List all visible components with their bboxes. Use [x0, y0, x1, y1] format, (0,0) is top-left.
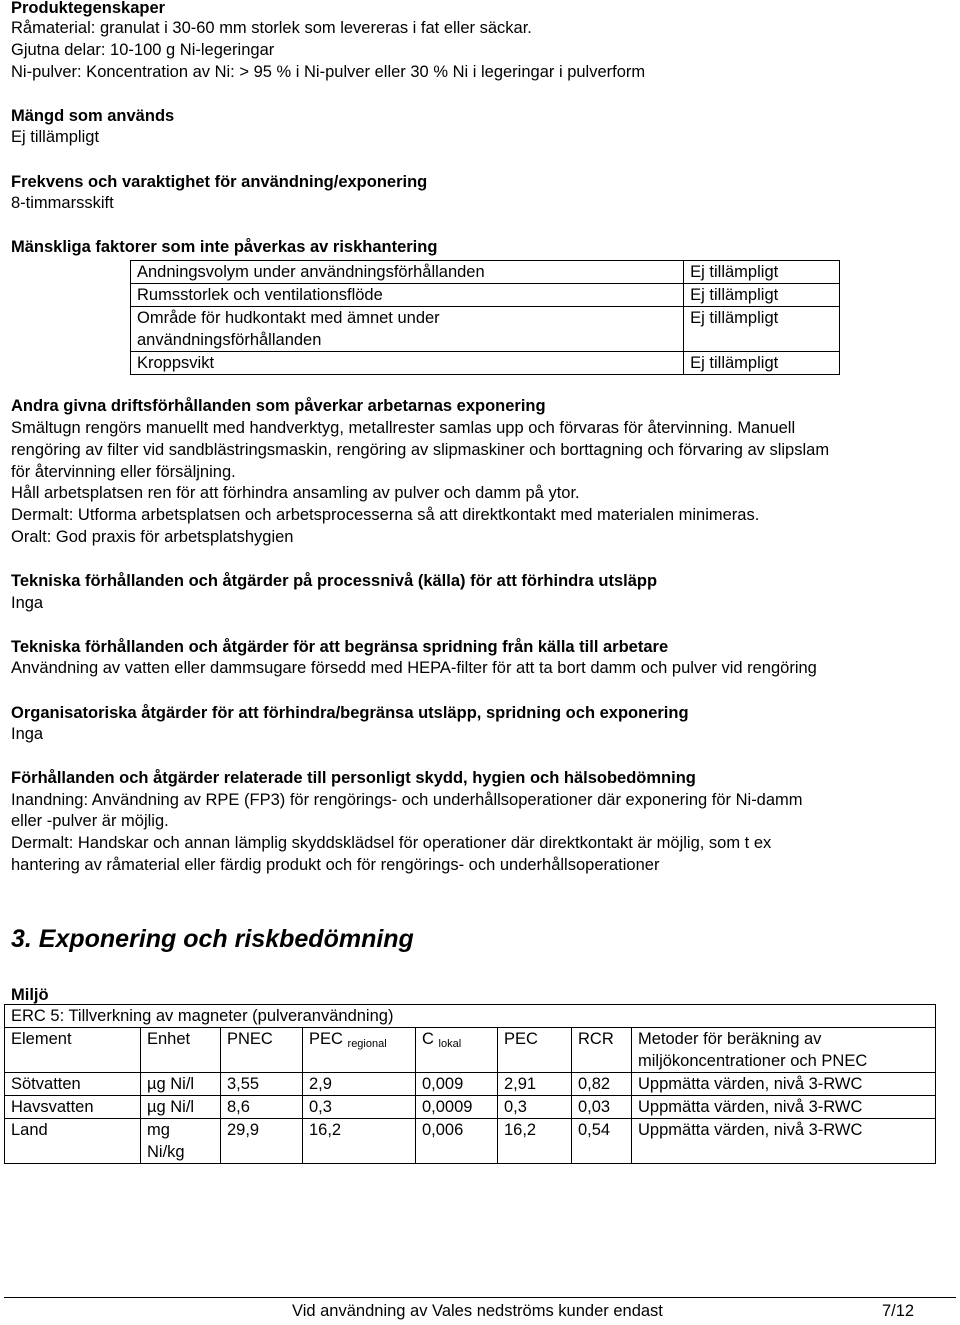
cell-line: Ni/kg [147, 1143, 185, 1161]
table-row [131, 352, 840, 375]
table-cell: 8,6 [221, 1096, 303, 1119]
column-header: RCR [572, 1028, 632, 1073]
text-line: Dermalt: Utforma arbetsplatsen och arbetsprocesserna så att direktkontakt med materialen minimeras. [11, 506, 760, 524]
table-cell: Ej tillämpligt [684, 307, 840, 352]
header-line: Metoder för beräkning av [638, 1030, 822, 1048]
text-line: Dermalt: Handskar och annan lämplig skyddsklädsel för operationer där direktkontakt är möjlig, som t ex [11, 834, 772, 852]
table-header-row [5, 1028, 936, 1073]
table-cell: µg Ni/l [141, 1073, 221, 1096]
section-title-other-conditions: Andra givna driftsförhållanden som påverkar arbetarnas exponering [11, 397, 546, 415]
column-header: Enhet [141, 1028, 221, 1073]
table-cell: 0,03 [572, 1096, 632, 1119]
table-row [5, 1073, 936, 1096]
table-cell: 2,91 [498, 1073, 572, 1096]
table-cell: Andningsvolym under användningsförhållanden [131, 261, 684, 284]
table-cell: Rumsstorlek och ventilationsflöde [131, 284, 684, 307]
table-row [131, 307, 840, 352]
text-line: för återvinning eller försäljning. [11, 463, 236, 481]
text-line: Råmaterial: granulat i 30-60 mm storlek som levereras i fat eller säckar. [11, 19, 532, 37]
footer-divider [4, 1297, 956, 1298]
section-title-frequency: Frekvens och varaktighet för användning/exponering [11, 173, 428, 191]
table-row [131, 284, 840, 307]
cell-line: Område för hudkontakt med ämnet under [137, 309, 440, 327]
section-title-tech-source: Tekniska förhållanden och åtgärder på processnivå (källa) för att förhindra utsläpp [11, 572, 658, 590]
page-number: 7/12 [882, 1302, 915, 1320]
header-main: C [422, 1030, 434, 1048]
tech-spread-value: Användning av vatten eller dammsugare försedd med HEPA-filter för att ta bort damm och pulver vid rengöring [11, 659, 817, 677]
section-title-personal-protection: Förhållanden och åtgärder relaterade till personligt skydd, hygien och hälsobedömning [11, 769, 696, 787]
table-cell: Havsvatten [5, 1096, 141, 1119]
table-cell: Uppmätta värden, nivå 3-RWC [632, 1073, 936, 1096]
table-row [5, 1119, 936, 1164]
text-line: Inandning: Användning av RPE (FP3) för rengörings- och underhållsoperationer där exponering för Ni-damm [11, 791, 803, 809]
table-cell: µg Ni/l [141, 1096, 221, 1119]
table-cell: 0,009 [416, 1073, 498, 1096]
erc-table [4, 1004, 936, 1164]
section-title-organisational: Organisatoriska åtgärder för att förhindra/begränsa utsläpp, spridning och exponering [11, 704, 689, 722]
table-cell: Ej tillämpligt [684, 284, 840, 307]
table-cell: 0,54 [572, 1119, 632, 1164]
text-line: Ni-pulver: Koncentration av Ni: > 95 % i Ni-pulver eller 30 % Ni i legeringar i pulverform [11, 63, 646, 81]
text-line: Smältugn rengörs manuellt med handverktyg, metallrester samlas upp och förvaras för återvinning. Manuell [11, 419, 796, 437]
text-line: eller -pulver är möjlig. [11, 812, 169, 830]
human-factors-table [130, 260, 840, 375]
column-header: PNEC [221, 1028, 303, 1073]
text-line: hantering av råmaterial eller färdig produkt och för rengörings- och underhållsoperationer [11, 856, 660, 874]
subsection-title-environment: Miljö [11, 986, 49, 1004]
amount-value: Ej tillämpligt [11, 128, 100, 146]
column-header: Element [5, 1028, 141, 1073]
organisational-value: Inga [11, 725, 44, 743]
section-title-amount: Mängd som används [11, 107, 175, 125]
text-line: rengöring av filter vid sandblästringsmaskin, rengöring av slipmaskiner och borttagning och förvaring av slipslam [11, 441, 830, 459]
table-cell: 3,55 [221, 1073, 303, 1096]
table-cell: 2,9 [303, 1073, 416, 1096]
footer-text: Vid användning av Vales nedströms kunder endast [292, 1302, 663, 1320]
header-subscript: lokal [438, 1038, 462, 1050]
table-cell: Uppmätta värden, nivå 3-RWC [632, 1096, 936, 1119]
table-cell: Kroppsvikt [131, 352, 684, 375]
table-cell: 16,2 [303, 1119, 416, 1164]
column-header [632, 1028, 936, 1073]
text-line: Håll arbetsplatsen ren för att förhindra ansamling av pulver och damm på ytor. [11, 484, 580, 502]
header-main: PEC [309, 1030, 343, 1048]
table-cell: Land [5, 1119, 141, 1164]
section-title-product-properties: Produktegenskaper [11, 0, 166, 17]
table-cell: 29,9 [221, 1119, 303, 1164]
section-title-tech-spread: Tekniska förhållanden och åtgärder för att begränsa spridning från källa till arbetare [11, 638, 669, 656]
table-caption: ERC 5: Tillverkning av magneter (pulveranvändning) [5, 1005, 936, 1028]
table-cell: 0,006 [416, 1119, 498, 1164]
table-cell [131, 307, 684, 352]
text-line: Oralt: God praxis för arbetsplatshygien [11, 528, 294, 546]
table-cell: 0,3 [303, 1096, 416, 1119]
table-cell [141, 1119, 221, 1164]
cell-line: användningsförhållanden [137, 331, 322, 349]
table-cell: 16,2 [498, 1119, 572, 1164]
table-row [5, 1096, 936, 1119]
table-cell: 0,0009 [416, 1096, 498, 1119]
header-line: miljökoncentrationer och PNEC [638, 1052, 868, 1070]
table-cell: Ej tillämpligt [684, 352, 840, 375]
table-cell: 0,3 [498, 1096, 572, 1119]
text-line: Gjutna delar: 10-100 g Ni-legeringar [11, 41, 275, 59]
header-subscript: regional [347, 1038, 387, 1050]
column-header [416, 1028, 498, 1073]
section-heading-3: 3. Exponering och riskbedömning [11, 925, 414, 953]
column-header [303, 1028, 416, 1073]
column-header: PEC [498, 1028, 572, 1073]
section-title-human-factors: Mänskliga faktorer som inte påverkas av riskhantering [11, 238, 438, 256]
table-cell: Sötvatten [5, 1073, 141, 1096]
table-cell: 0,82 [572, 1073, 632, 1096]
table-caption-row [5, 1005, 936, 1028]
table-cell: Ej tillämpligt [684, 261, 840, 284]
frequency-value: 8-timmarsskift [11, 194, 114, 212]
tech-source-value: Inga [11, 594, 44, 612]
table-row [131, 261, 840, 284]
table-cell: Uppmätta värden, nivå 3-RWC [632, 1119, 936, 1164]
cell-line: mg [147, 1121, 170, 1139]
